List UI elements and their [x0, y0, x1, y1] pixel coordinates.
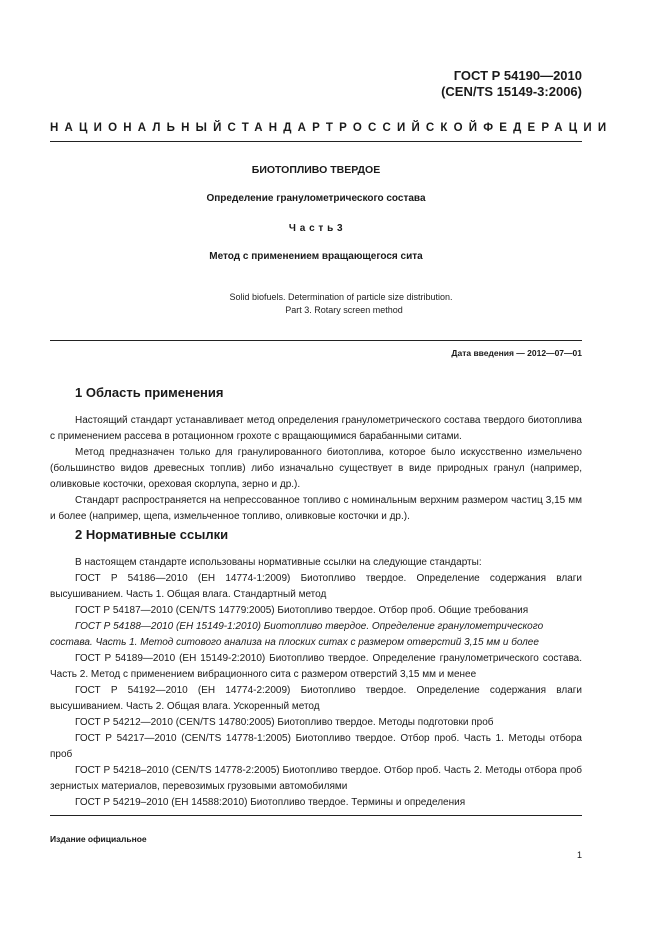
paragraph: Стандарт распространяется на непрессованное топливо с номинальным верхним размером частиц 3,15 мм и более (например, щепа, измельченное топливо, оливковые косточки и др.). — [50, 495, 582, 522]
reference-item: ГОСТ Р 54212—2010 (CEN/TS 14780:2005) Биотопливо твердое. Методы подготовки проб — [75, 717, 494, 728]
paragraph: Настоящий стандарт устанавливает метод определения гранулометрического состава твердого биотоплива с применением рассева в ротационном грохоте с вращающимися барабанными ситами. — [50, 415, 582, 442]
english-title-line2: Part 3. Rotary screen method — [285, 305, 403, 315]
introduction-date: Дата введения — 2012—07—01 — [451, 348, 582, 358]
english-title-line1: Solid biofuels. Determination of particle size distribution. — [229, 292, 453, 302]
banner-word: НАЦИОНАЛЬНЫЙ — [50, 122, 228, 134]
title-method: Метод с применением вращающегося сита — [209, 251, 423, 262]
reference-item: ГОСТ Р 54219–2010 (ЕН 14588:2010) Биотопливо твердое. Термины и определения — [75, 797, 466, 808]
title-subtitle: Определение гранулометрического состава — [206, 193, 426, 204]
reference-item: ГОСТ Р 54186—2010 (ЕН 14774-1:2009) Биотопливо твердое. Определение содержания влаги высушиванием. Часть 1. Общая влага. Стандартный метод — [50, 573, 582, 600]
top-divider — [50, 141, 582, 142]
banner-word: РОССИЙСКОЙ — [339, 122, 484, 134]
cen-number: (CEN/TS 15149-3:2006) — [441, 84, 582, 99]
reference-item: ГОСТ Р 54217—2010 (CEN/TS 14778-1:2005) Биотопливо твердое. Отбор проб. Часть 1. Методы отбора проб — [50, 733, 582, 760]
english-title — [50, 291, 632, 317]
footer-divider — [50, 815, 582, 816]
middle-divider — [50, 340, 582, 341]
banner-word: СТАНДАРТ — [227, 122, 340, 134]
paragraph: Метод предназначен только для гранулированного биотоплива, которое было искусственно измельчено (большинство видов древесных топлив) либо изначально существует в виде природных гранул (например, оливковые косточки, ореховая скорлупа, зерно и др.). — [50, 447, 582, 490]
paragraph: В настоящем стандарте использованы нормативные ссылки на следующие стандарты: — [75, 557, 482, 568]
document-number — [380, 68, 582, 100]
gost-number: ГОСТ Р 54190—2010 — [453, 68, 582, 83]
section-heading-references: 2 Нормативные ссылки — [75, 527, 229, 542]
reference-item: ГОСТ Р 54192—2010 (ЕН 14774-2:2009) Биотопливо твердое. Определение содержания влаги высушиванием. Часть 2. Общая влага. Ускоренный метод — [50, 685, 582, 712]
page-number: 1 — [576, 850, 582, 860]
section-heading-scope: 1 Область применения — [75, 385, 224, 400]
reference-item: ГОСТ Р 54218–2010 (CEN/TS 14778-2:2005) Биотопливо твердое. Отбор проб. Часть 2. Методы отбора проб зернистых материалов, перевозимых грузовыми автомобилями — [50, 765, 582, 792]
title-main: БИОТОПЛИВО ТВЕРДОЕ — [251, 164, 381, 176]
reference-item: ГОСТ Р 54189—2010 (ЕН 15149-2:2010) Биотопливо твердое. Определение гранулометрического состава. Часть 2. Метод с применением вибрационного сита с размером отверстий 3,15 мм и менее — [50, 653, 582, 680]
title-part: Ч а с т ь 3 — [288, 223, 344, 234]
reference-item: ГОСТ Р 54187—2010 (CEN/TS 14779:2005) Биотопливо твердое. Отбор проб. Общие требования — [75, 605, 529, 616]
section-scope-body — [50, 413, 582, 525]
banner-word: ФЕДЕРАЦИИ — [483, 122, 613, 134]
national-standard-banner — [50, 122, 613, 134]
reference-item: ГОСТ Р 54188—2010 (ЕН 15149-1:2010) Биотопливо твердое. Определение гранулометрического состава. Часть 1. Метод ситового анализа на плоских ситах с размером отверстий 3,15 мм и более — [50, 621, 544, 648]
section-references-body — [50, 555, 582, 811]
official-edition-label: Издание официальное — [50, 834, 147, 844]
